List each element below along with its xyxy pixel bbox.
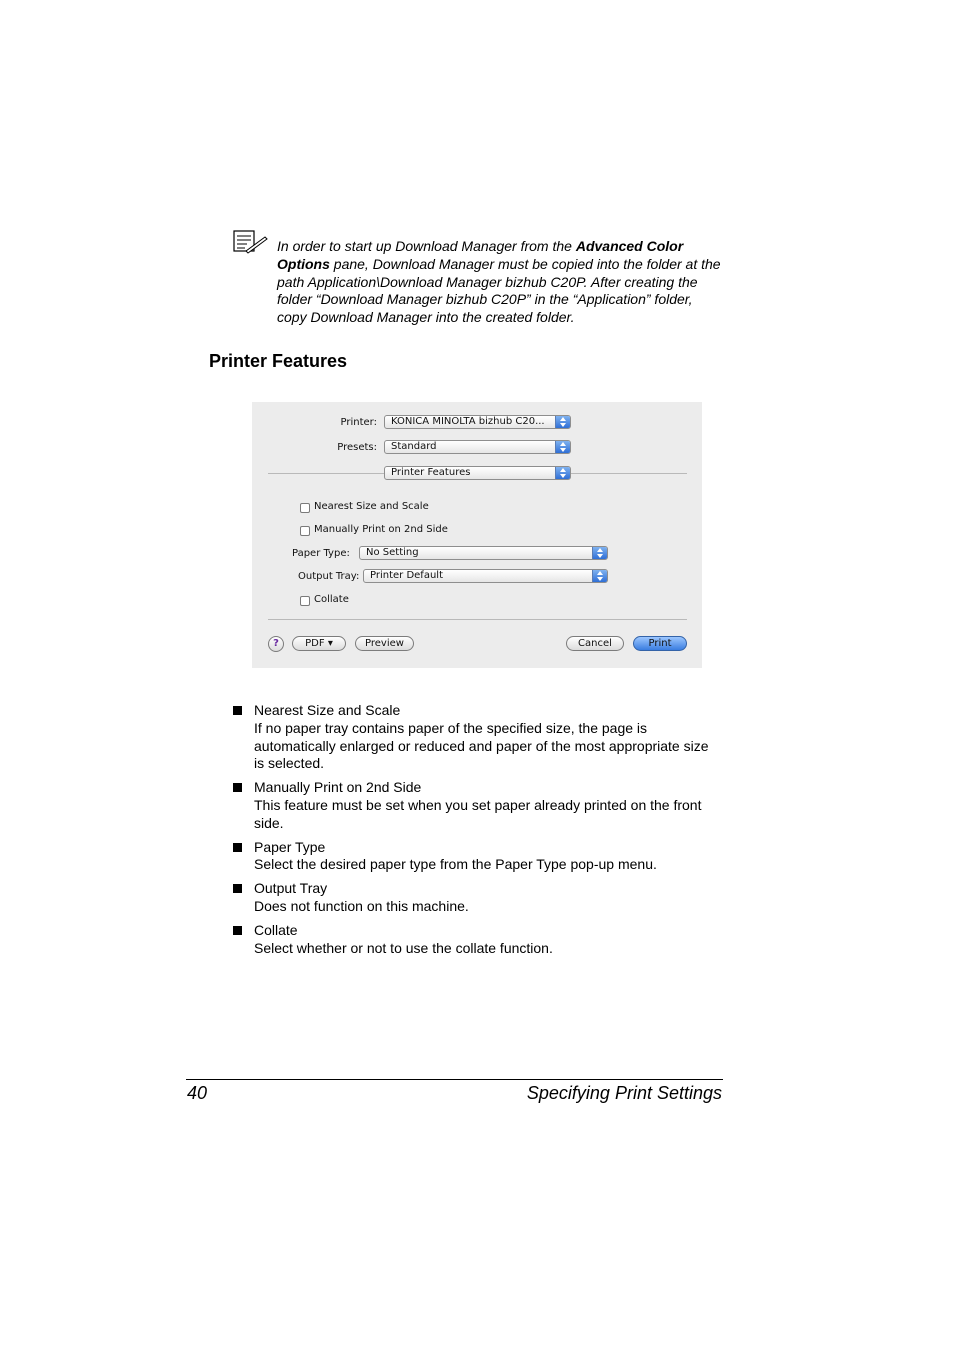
nearest-size-label: Nearest Size and Scale — [314, 501, 429, 512]
note-bold: Advanced Color Options — [277, 238, 684, 272]
note-icon — [232, 229, 268, 255]
item-desc: Select the desired paper type from the Paper Type pop-up menu. — [254, 856, 657, 873]
footer-title: Specifying Print Settings — [526, 1083, 722, 1103]
divider — [268, 473, 384, 474]
printer-label: Printer: — [340, 417, 377, 428]
list-item — [232, 922, 724, 958]
item-title: Output Tray — [254, 880, 328, 897]
paper-type-label: Paper Type: — [292, 548, 350, 559]
bullet-square-icon — [233, 926, 242, 935]
pane-popup[interactable]: Printer Features — [384, 466, 571, 480]
item-desc: Select whether or not to use the collate function. — [254, 939, 553, 956]
manual-duplex-label: Manually Print on 2nd Side — [314, 524, 448, 535]
nearest-size-checkbox[interactable] — [300, 503, 310, 513]
item-desc: If no paper tray contains paper of the specified size, the page is automatically enlarged or reduced and paper of the most appropriate size is selected. — [254, 719, 709, 772]
list-item — [232, 779, 724, 832]
help-button[interactable]: ? — [268, 636, 284, 652]
presets-label: Presets: — [337, 442, 377, 453]
item-title: Manually Print on 2nd Side — [254, 779, 422, 796]
feature-list — [232, 702, 724, 963]
section-title: Printer Features — [209, 351, 348, 371]
printer-popup[interactable]: KONICA MINOLTA bizhub C20... — [384, 415, 571, 429]
updown-arrows-icon — [555, 441, 570, 453]
collate-label: Collate — [314, 594, 349, 605]
pdf-button[interactable]: PDF ▾ — [292, 636, 346, 651]
divider — [571, 473, 687, 474]
page-number: 40 — [187, 1083, 208, 1103]
list-item — [232, 839, 724, 875]
cancel-button[interactable]: Cancel — [566, 636, 624, 651]
item-desc: This feature must be set when you set paper already printed on the front side. — [254, 796, 702, 831]
bullet-square-icon — [233, 884, 242, 893]
print-dialog-screenshot — [252, 402, 702, 668]
list-item — [232, 880, 724, 916]
output-tray-label: Output Tray: — [298, 571, 360, 582]
item-title: Nearest Size and Scale — [254, 702, 401, 718]
updown-arrows-icon — [555, 416, 570, 428]
preview-button[interactable]: Preview — [355, 636, 414, 651]
collate-checkbox[interactable] — [300, 596, 310, 606]
bullet-square-icon — [233, 706, 242, 715]
presets-popup[interactable]: Standard — [384, 440, 571, 454]
print-button[interactable]: Print — [633, 636, 687, 651]
updown-arrows-icon — [592, 547, 607, 559]
updown-arrows-icon — [592, 570, 607, 582]
paper-type-popup[interactable]: No Setting — [359, 546, 608, 560]
bullet-square-icon — [233, 783, 242, 792]
manual-duplex-checkbox[interactable] — [300, 526, 310, 536]
output-tray-popup[interactable]: Printer Default — [363, 569, 608, 583]
item-desc: Does not function on this machine. — [254, 897, 469, 914]
divider — [268, 619, 687, 620]
item-title: Collate — [254, 921, 298, 938]
item-title: Paper Type — [254, 838, 326, 855]
bullet-square-icon — [233, 843, 242, 852]
note-text: In order to start up Download Manager from the Advanced Color Options pane, Download Manager must be copied into the folder at the path Application\Download Manager bizhub C20P. After creating the folder “Download Manager bizhub C20P” in the “Application” folder, copy Download Manager into the created folder. — [277, 238, 721, 326]
updown-arrows-icon — [555, 467, 570, 479]
footer-rule — [186, 1079, 723, 1080]
list-item — [232, 702, 724, 773]
